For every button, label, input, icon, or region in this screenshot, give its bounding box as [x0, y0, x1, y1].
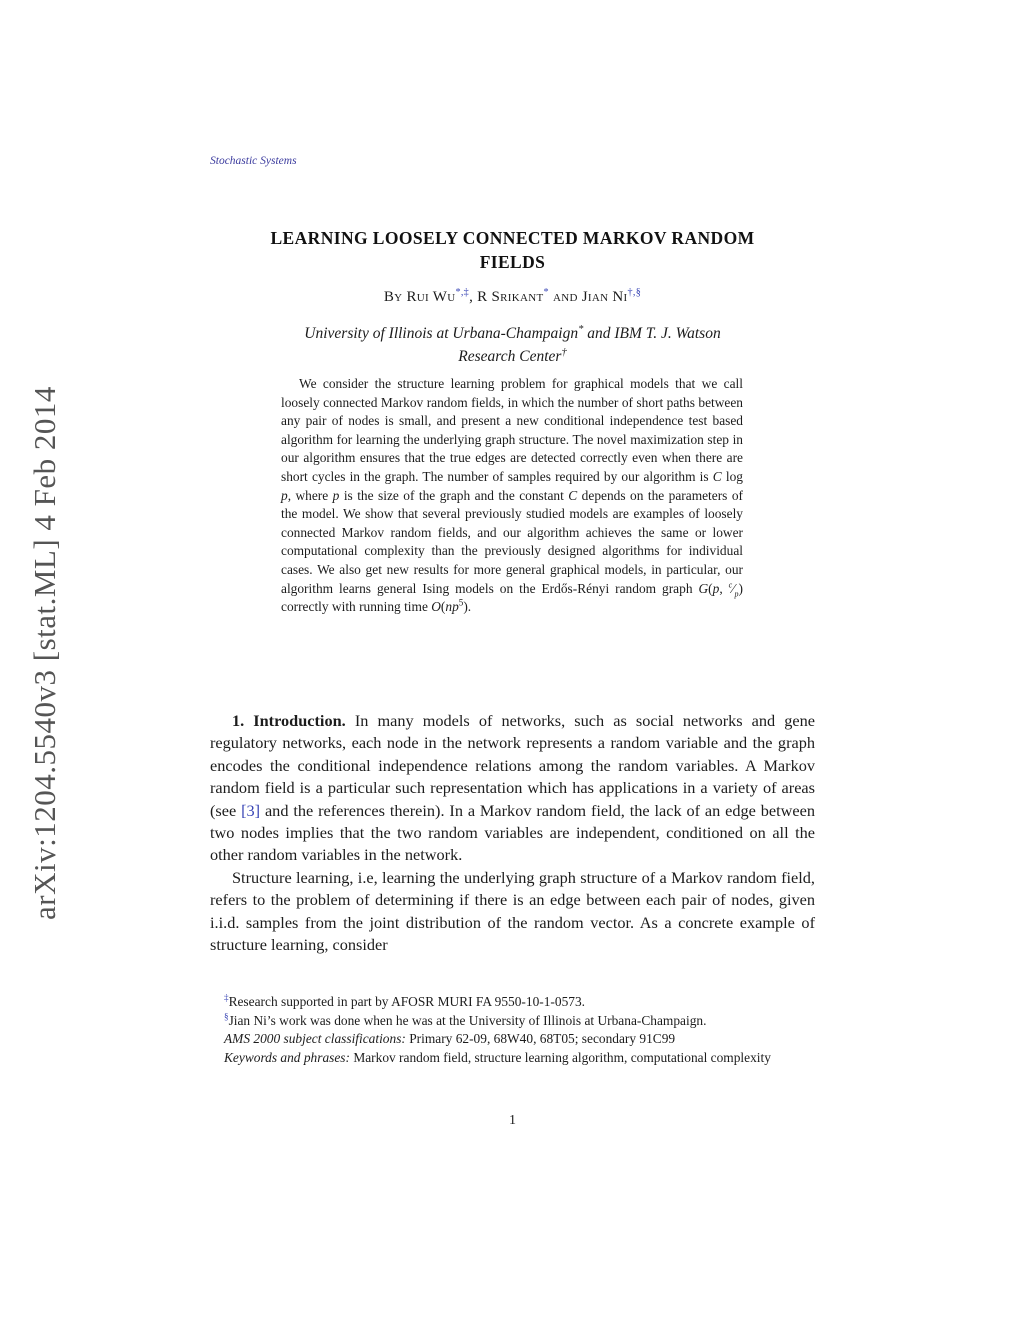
text-segment: ) correctly with running time: [281, 580, 743, 615]
text-segment: †: [561, 346, 567, 358]
text-segment: Research supported in part by AFOSR MURI FA 9550-10-1-0573.: [228, 994, 586, 1009]
text-segment: §: [224, 1011, 229, 1022]
text-segment: , R Srikant: [469, 289, 544, 305]
text-segment: *,‡: [455, 287, 470, 298]
paper-title-line2: FIELDS: [479, 252, 546, 272]
text-segment: In many models of networks, such as social networks and gene regulatory networks, each node in the network represents a random variable and the graph encodes the conditional independence relations among the random variables. A Markov random field is a particular such representation which has applications in a variety of areas (see: [210, 711, 816, 820]
text-segment: and Jian Ni: [548, 289, 628, 305]
text-segment: *: [543, 287, 549, 298]
text-segment: p: [281, 487, 288, 503]
text-segment: University of Illinois at Urbana-Champaign: [304, 325, 579, 342]
footnote-ams-classifications: [210, 1030, 815, 1049]
authors-line: [210, 289, 815, 306]
text-segment: p: [332, 487, 340, 503]
text-segment: is the size of the graph and the constant: [339, 487, 569, 503]
text-segment: (: [440, 599, 446, 615]
citation-link-3[interactable]: [3]: [241, 800, 261, 820]
text-segment: AMS 2000 subject classifications:: [224, 1031, 406, 1046]
text-segment: G: [698, 580, 709, 596]
text-segment: c: [728, 580, 733, 590]
text-segment: (: [708, 580, 713, 596]
text-segment: p: [712, 580, 720, 596]
paper-title-line1: LEARNING LOOSELY CONNECTED MARKOV RANDOM: [270, 228, 755, 248]
text-segment: and the references therein). In a Markov random field, the lack of an edge between two nodes implies that the two random variables are independent, conditioned on all the other random variables in the network.: [210, 800, 815, 865]
text-segment: np: [445, 599, 459, 615]
text-segment: *: [578, 323, 584, 335]
text-segment: ⁄: [732, 580, 735, 596]
footnote-keywords: [210, 1049, 815, 1068]
text-segment: and IBM T. J. Watson: [583, 325, 721, 342]
text-segment: By Rui Wu: [383, 289, 456, 305]
text-segment: Keywords and phrases:: [224, 1049, 350, 1065]
footnotes: [210, 993, 815, 1067]
arxiv-watermark: arXiv:1204.5540v3 [stat.ML] 4 Feb 2014: [27, 386, 62, 920]
introduction-paragraph-1: [210, 710, 815, 867]
text-segment: ‡: [224, 992, 229, 1003]
introduction-section: [210, 710, 815, 956]
text-segment: ,: [719, 580, 729, 596]
paper-title: [210, 226, 815, 274]
text-segment: ).: [463, 599, 472, 615]
text-segment: , where: [287, 487, 333, 503]
text-segment: C: [712, 468, 722, 484]
footnote-funding: [210, 993, 815, 1012]
text-segment: We consider the structure learning problem for graphical models that we call loosely connected Markov random fields, in which the number of short paths between any pair of nodes is small, and present a new conditional independence test based algorithm for learning the underlying graph structure. The novel maximization step in our algorithm ensures that the true edges are detected correctly even when there are short cycles in the graph. The number of samples required by our algorithm is: [281, 376, 743, 484]
text-segment: C: [568, 487, 578, 503]
abstract: [281, 375, 743, 617]
text-segment: Markov random field, structure learning algorithm, computational complexity: [349, 1049, 771, 1065]
page-number: 1: [509, 1113, 516, 1128]
text-segment: Jian Ni’s work was done when he was at the University of Illinois at Urbana-Champaign.: [228, 1012, 707, 1028]
text-segment: Primary 62-09, 68W40, 68T05; secondary 91C99: [405, 1031, 676, 1046]
text-segment: O: [431, 599, 441, 615]
affiliation-line2: [210, 345, 815, 368]
text-segment: 1. Introduction.: [232, 711, 346, 730]
footnote-affiliation-note: [210, 1012, 815, 1031]
text-segment: depends on the parameters of the model. We show that several previously studied models are examples of loosely connected Markov random fields, and our algorithm achieves the same or lower computational complexity than the previously designed algorithms for individual cases. We also get new results for more general graphical models, in particular, our algorithm learns general Ising models on the Erdős-Rényi random graph: [281, 487, 743, 596]
text-segment: log: [721, 468, 743, 484]
affiliation-line1: [210, 322, 815, 345]
text-segment: †,§: [627, 287, 642, 298]
text-segment: Research Center: [458, 348, 562, 365]
text-segment: p: [734, 589, 739, 599]
journal-running-header: Stochastic Systems: [210, 155, 297, 167]
text-segment: 5: [458, 597, 464, 608]
introduction-paragraph-2: Structure learning, i.e, learning the underlying graph structure of a Markov random field, refers to the problem of determining if there is an edge between each pair of nodes, given i.i.d. samples from the joint distribution of the random vector. As a concrete example of structure learning, consider: [210, 867, 815, 955]
affiliation: [210, 322, 815, 368]
